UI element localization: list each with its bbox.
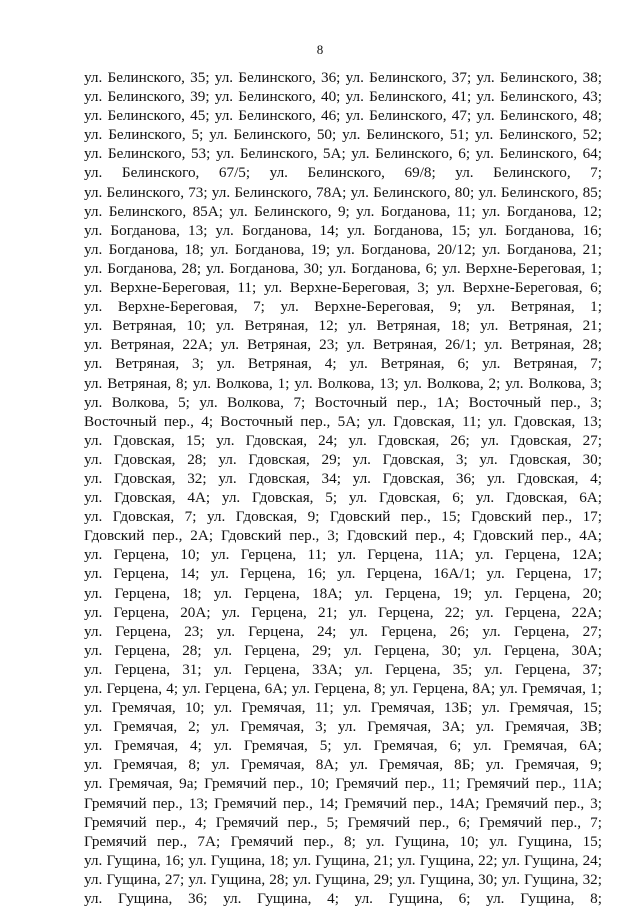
text-line-21: ул. Гдовская, 28; ул. Гдовская, 29; ул. Гдовская, 3; ул. Гдовская, 30; [84,450,602,468]
text-line-27: ул. Герцена, 14; ул. Герцена, 16; ул. Герцена, 16А/1; ул. Герцена, 17; [84,565,602,583]
text-line-18: ул. Волкова, 5; ул. Волкова, 7; Восточный пер., 1А; Восточный пер., 3; [84,393,602,411]
text-line-43: ул. Гущина, 27; ул. Гущина, 28; ул. Гущина, 29; ул. Гущина, 30; ул. Гущина, 32; [84,870,602,888]
text-line-15: ул. Ветряная, 22А; ул. Ветряная, 23; ул. Ветряная, 26/1; ул. Ветряная, 28; [84,336,602,354]
text-line-1: ул. Белинского, 35; ул. Белинского, 36; ул. Белинского, 37; ул. Белинского, 38; [84,69,602,86]
text-line-23: ул. Гдовская, 4А; ул. Гдовская, 5; ул. Гдовская, 6; ул. Гдовская, 6А; [84,489,602,507]
text-line-5: ул. Белинского, 53; ул. Белинского, 5А; ул. Белинского, 6; ул. Белинского, 64; [84,145,602,163]
text-line-6: ул. Белинского, 67/5; ул. Белинского, 69/8; ул. Белинского, 7; [84,164,602,182]
page-number: 8 [316,42,324,57]
text-line-7: ул. Белинского, 73; ул. Белинского, 78А; ул. Белинского, 80; ул. Белинского, 85; [84,183,602,201]
text-line-11: ул. Богданова, 28; ул. Богданова, 30; ул. Богданова, 6; ул. Верхне-Береговая, 1; [84,259,602,277]
text-line-35: ул. Гремячая, 2; ул. Гремячая, 3; ул. Гремячая, 3А; ул. Гремячая, 3В; [84,718,602,736]
text-line-28: ул. Герцена, 18; ул. Герцена, 18А; ул. Герцена, 19; ул. Герцена, 20; [84,584,602,602]
text-line-29: ул. Герцена, 20А; ул. Герцена, 21; ул. Герцена, 22; ул. Герцена, 22А; [84,603,602,621]
text-line-30: ул. Герцена, 23; ул. Герцена, 24; ул. Герцена, 26; ул. Герцена, 27; [84,622,602,640]
text-line-42: ул. Гущина, 16; ул. Гущина, 18; ул. Гущина, 21; ул. Гущина, 22; ул. Гущина, 24; [84,851,602,869]
text-line-22: ул. Гдовская, 32; ул. Гдовская, 34; ул. Гдовская, 36; ул. Гдовская, 4; [84,469,602,487]
text-line-44: ул. Гущина, 36; ул. Гущина, 4; ул. Гущина, 6; ул. Гущина, 8; [84,890,602,908]
text-line-32: ул. Герцена, 31; ул. Герцена, 33А; ул. Герцена, 35; ул. Герцена, 37; [84,660,602,678]
text-line-8: ул. Белинского, 85А; ул. Белинского, 9; ул. Богданова, 11; ул. Богданова, 12; [84,202,602,220]
text-line-2: ул. Белинского, 39; ул. Белинского, 40; ул. Белинского, 41; ул. Белинского, 43; [84,88,602,106]
text-line-12: ул. Верхне-Береговая, 11; ул. Верхне-Береговая, 3; ул. Верхне-Береговая, 6; [84,279,602,297]
text-line-26: ул. Герцена, 10; ул. Герцена, 11; ул. Герцена, 11А; ул. Герцена, 12А; [84,546,602,564]
text-line-25: Гдовский пер., 2А; Гдовский пер., 3; Гдовский пер., 4; Гдовский пер., 4А; [84,527,602,545]
text-line-34: ул. Гремячая, 10; ул. Гремячая, 11; ул. Гремячая, 13Б; ул. Гремячая, 15; [84,699,602,717]
text-line-41: Гремячий пер., 7А; Гремячий пер., 8; ул. Гущина, 10; ул. Гущина, 15; [84,832,602,850]
text-line-10: ул. Богданова, 18; ул. Богданова, 19; ул. Богданова, 20/12; ул. Богданова, 21; [84,240,602,258]
text-line-3: ул. Белинского, 45; ул. Белинского, 46; ул. Белинского, 47; ул. Белинского, 48; [84,107,602,125]
text-line-13: ул. Верхне-Береговая, 7; ул. Верхне-Береговая, 9; ул. Ветряная, 1; [84,298,602,316]
text-line-24: ул. Гдовская, 7; ул. Гдовская, 9; Гдовский пер., 15; Гдовский пер., 17; [84,508,602,526]
text-line-17: ул. Ветряная, 8; ул. Волкова, 1; ул. Волкова, 13; ул. Волкова, 2; ул. Волкова, 3; [84,374,602,392]
text-line-39: Гремячий пер., 13; Гремячий пер., 14; Гремячий пер., 14А; Гремячий пер., 3; [84,794,602,812]
text-line-36: ул. Гремячая, 4; ул. Гремячая, 5; ул. Гремячая, 6; ул. Гремячая, 6А; [84,737,602,755]
text-line-33: ул. Герцена, 4; ул. Герцена, 6А; ул. Герцена, 8; ул. Герцена, 8А; ул. Гремячая, 1; [84,680,602,697]
text-line-4: ул. Белинского, 5; ул. Белинского, 50; ул. Белинского, 51; ул. Белинского, 52; [84,126,602,144]
text-line-37: ул. Гремячая, 8; ул. Гремячая, 8А; ул. Гремячая, 8Б; ул. Гремячая, 9; [84,756,602,774]
text-line-16: ул. Ветряная, 3; ул. Ветряная, 4; ул. Ветряная, 6; ул. Ветряная, 7; [84,355,602,373]
text-line-38: ул. Гремячая, 9а; Гремячий пер., 10; Гремячий пер., 11; Гремячий пер., 11А; [84,775,602,793]
text-line-19: Восточный пер., 4; Восточный пер., 5А; ул. Гдовская, 11; ул. Гдовская, 13; [84,412,602,430]
text-line-31: ул. Герцена, 28; ул. Герцена, 29; ул. Герцена, 30; ул. Герцена, 30А; [84,641,602,659]
text-line-14: ул. Ветряная, 10; ул. Ветряная, 12; ул. Ветряная, 18; ул. Ветряная, 21; [84,317,602,335]
address-list [84,68,602,908]
text-line-20: ул. Гдовская, 15; ул. Гдовская, 24; ул. Гдовская, 26; ул. Гдовская, 27; [84,431,602,449]
text-line-40: Гремячий пер., 4; Гремячий пер., 5; Гремячий пер., 6; Гремячий пер., 7; [84,813,602,831]
text-line-9: ул. Богданова, 13; ул. Богданова, 14; ул. Богданова, 15; ул. Богданова, 16; [84,221,602,239]
